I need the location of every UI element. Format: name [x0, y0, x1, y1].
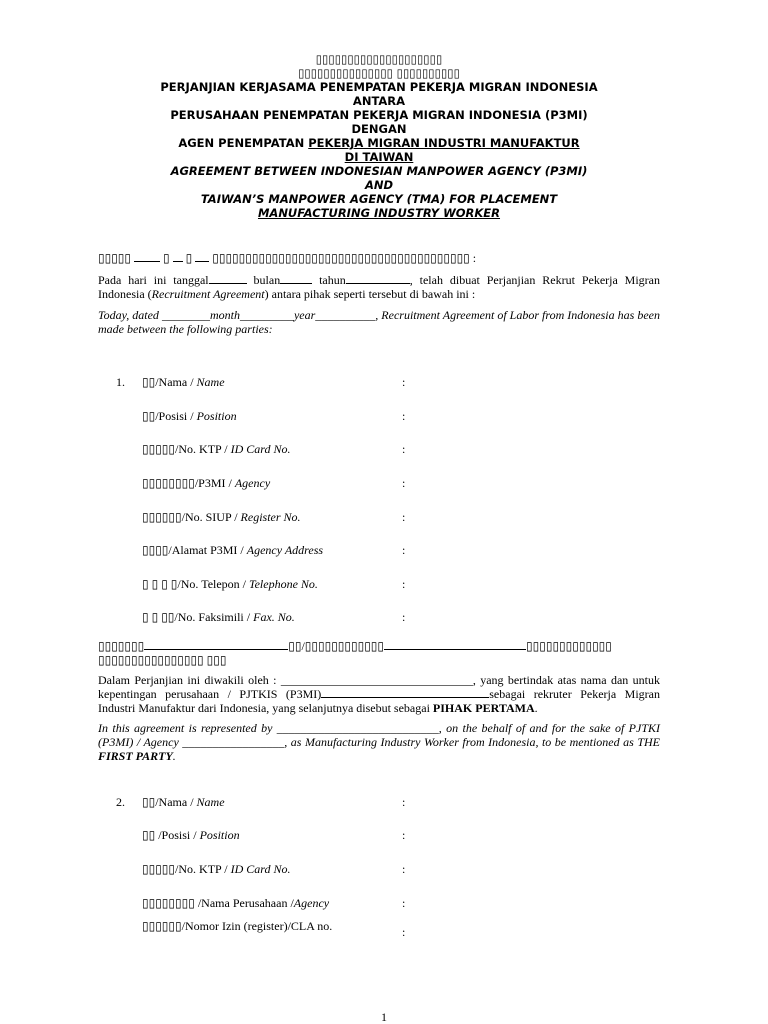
rep-id-1: Dalam Perjanjian ini diwakili oleh : ________________________________, yang bertindak atas nama dan untuk kepentingan perusahaan / PJTKIS (P3MI)	[98, 673, 660, 701]
header-title-line-10: MANUFACTURING INDUSTRY WORKER	[257, 206, 501, 220]
party-2-number: 2.	[116, 795, 125, 809]
rep-en-end: .	[172, 749, 176, 763]
field-cjk: ▯▯▯▯▯▯▯▯	[142, 896, 195, 910]
rep-id-bold: PIHAK PERTAMA	[432, 701, 535, 715]
field-cjk: ▯▯▯▯	[142, 543, 169, 557]
date-id-text-6: ) antara pihak seperti tersebut di bawah ini :	[264, 287, 476, 301]
party-2-position-label	[142, 828, 240, 842]
party-2-position-colon: :	[402, 828, 406, 842]
field-label: /Nomor Izin (register)/CLA no.	[181, 919, 333, 933]
representation-cjk-line-2: ▯▯▯▯▯▯▯▯▯▯▯▯▯▯▯▯ ▯▯▯	[98, 653, 227, 667]
header-title-line-5	[98, 136, 660, 150]
field-cjk: ▯▯▯▯▯	[142, 862, 176, 876]
party-1-name-label	[142, 375, 225, 389]
date-id-text-5: Recruitment Agreement	[151, 287, 265, 301]
rep-en-bold: FIRST PARTY	[98, 749, 173, 763]
field-label-en: Name	[196, 375, 225, 389]
field-label: /Nama Perusahaan /	[194, 896, 294, 910]
field-label-en: ID Card No.	[230, 862, 291, 876]
page-number: 1	[381, 1010, 387, 1024]
field-label: /No. SIUP /	[181, 510, 241, 524]
rep-cjk-blank-1	[144, 639, 288, 650]
party-1-siup-colon: :	[402, 510, 406, 524]
party-2-register-colon: :	[402, 925, 406, 939]
header-title-line-3: PERUSAHAAN PENEMPATAN PEKERJA MIGRAN INDONESIA (P3MI)	[170, 108, 588, 122]
rep-cjk-1: ▯▯▯▯▯▯▯	[98, 639, 145, 653]
field-cjk: ▯▯▯▯▯▯▯▯	[142, 476, 195, 490]
party-1-number: 1.	[116, 375, 125, 389]
field-label: /No. Telepon /	[177, 577, 250, 591]
field-label-en: Position	[196, 409, 237, 423]
date-cjk-mid-1: ▯	[163, 251, 170, 265]
party-1-ktp-label	[142, 442, 291, 456]
field-label: /Posisi /	[155, 409, 197, 423]
date-cjk-mid-2: ▯	[185, 251, 193, 265]
date-paragraph-id	[98, 273, 660, 301]
party-2-name-colon: :	[402, 795, 406, 809]
bulan-blank	[280, 273, 312, 284]
date-cjk-suffix: ▯▯▯▯▯▯▯▯▯▯▯▯▯▯▯▯▯▯▯▯▯▯▯▯▯▯▯▯▯▯▯▯▯▯▯▯▯▯▯ :	[212, 251, 477, 265]
header-line-5-prefix: AGEN PENEMPATAN	[178, 136, 309, 150]
field-label-en: Agency	[234, 476, 271, 490]
field-cjk: ▯▯	[142, 795, 156, 809]
party-1-ktp-colon: :	[402, 442, 406, 456]
tanggal-blank	[209, 273, 247, 284]
field-label: /No. KTP /	[175, 862, 231, 876]
field-label-en: Agency Address	[246, 543, 324, 557]
party-2-company-label	[142, 896, 329, 910]
header-title-line-6: DI TAIWAN	[344, 150, 414, 164]
representation-paragraph-en	[98, 721, 660, 763]
field-label-en: Agency	[293, 896, 330, 910]
header-title-line-1: PERJANJIAN KERJASAMA PENEMPATAN PEKERJA MIGRAN INDONESIA	[160, 80, 598, 94]
date-month-blank	[173, 251, 183, 262]
field-cjk: ▯▯	[142, 828, 156, 842]
field-label-en: Fax. No.	[253, 610, 295, 624]
date-paragraph-en: Today, dated ________month_________year__________, Recruitment Agreement of Labor from Indonesia has been made between the following parties:	[98, 308, 660, 336]
header-title-line-9: TAIWAN’S MANPOWER AGENCY (TMA) FOR PLACEMENT	[200, 192, 558, 206]
date-cjk-prefix: ▯▯▯▯▯	[98, 251, 132, 265]
party-1-phone-label	[142, 577, 318, 591]
field-cjk: ▯▯▯▯▯	[142, 442, 176, 456]
party-2-ktp-label	[142, 862, 291, 876]
field-label: /No. Faksimili /	[174, 610, 254, 624]
header-title-line-7: AGREEMENT BETWEEN INDONESIAN MANPOWER AGENCY (P3MI)	[170, 164, 588, 178]
party-1-name-colon: :	[402, 375, 406, 389]
rep-id-end: .	[534, 701, 538, 715]
field-label: /Nama /	[155, 375, 197, 389]
field-label: /Posisi /	[155, 828, 200, 842]
party-1-address-colon: :	[402, 543, 406, 557]
party-1-fax-colon: :	[402, 610, 406, 624]
party-1-phone-colon: :	[402, 577, 406, 591]
party-2-ktp-colon: :	[402, 862, 406, 876]
rep-cjk-3: ▯▯▯▯▯▯▯▯▯▯▯▯▯	[526, 639, 612, 653]
field-label-en: Telephone No.	[249, 577, 318, 591]
party-2-register-label	[142, 919, 332, 933]
field-label-en: Register No.	[240, 510, 301, 524]
rep-id-blank	[321, 687, 489, 698]
header-title-line-2: ANTARA	[352, 94, 406, 108]
field-cjk: ▯▯▯▯▯▯	[142, 919, 182, 933]
party-1-fax-label	[142, 610, 295, 624]
party-1-address-label	[142, 543, 323, 557]
header-line-5-underlined: PEKERJA MIGRAN INDUSTRI MANUFAKTUR	[308, 136, 580, 150]
party-1-agency-label	[142, 476, 270, 490]
rep-en-1: In this agreement is represented by ___________________________, on the behalf of and for the sake of PJTKI (P3MI) / Agency _________________, as Manufacturing Industry Worker from Indonesia, to be mentioned as THE	[98, 721, 660, 749]
rep-cjk-blank-2	[384, 639, 526, 650]
date-id-text-1: Pada hari ini tanggal	[98, 273, 209, 287]
field-cjk: ▯▯	[142, 409, 156, 423]
date-id-text-4: , telah dibuat Perjanjian Rekrut Pekerja Migran Indonesia (	[98, 273, 661, 301]
date-id-text-3: tahun	[319, 273, 346, 287]
field-label: /No. KTP /	[175, 442, 231, 456]
header-cjk-line-1: ▯▯▯▯▯▯▯▯▯▯▯▯▯▯▯▯▯▯▯▯	[315, 52, 443, 66]
field-cjk: ▯▯	[142, 375, 156, 389]
field-cjk: ▯ ▯ ▯ ▯	[142, 577, 178, 591]
rep-cjk-2: ▯▯/▯▯▯▯▯▯▯▯▯▯▯▯	[288, 639, 385, 653]
field-label: /P3MI /	[194, 476, 235, 490]
field-label-en: ID Card No.	[230, 442, 291, 456]
header-title-line-4: DENGAN	[351, 122, 407, 136]
field-cjk: ▯▯▯▯▯▯	[142, 510, 182, 524]
representation-paragraph-id	[98, 673, 660, 715]
party-1-siup-label	[142, 510, 301, 524]
tahun-blank	[346, 273, 410, 284]
field-label: /Nama /	[155, 795, 197, 809]
header-title-line-8: AND	[364, 178, 394, 192]
representation-cjk-line-1	[98, 639, 660, 653]
field-label-en: Position	[199, 828, 240, 842]
field-label: /Alamat P3MI /	[168, 543, 247, 557]
date-year-blank	[134, 251, 160, 262]
field-label-en: Name	[196, 795, 225, 809]
header-cjk-line-2: ▯▯▯▯▯▯▯▯▯▯▯▯▯▯▯ ▯▯▯▯▯▯▯▯▯▯	[298, 66, 460, 80]
party-1-position-colon: :	[402, 409, 406, 423]
party-1-position-label	[142, 409, 237, 423]
date-line-cjk	[98, 251, 660, 265]
party-2-company-colon: :	[402, 896, 406, 910]
date-day-blank	[195, 251, 209, 262]
field-cjk: ▯ ▯ ▯▯	[142, 610, 175, 624]
party-1-agency-colon: :	[402, 476, 406, 490]
party-2-name-label	[142, 795, 225, 809]
date-id-text-2: bulan	[253, 273, 281, 287]
rep-id-2: sebagai rekruter Pekerja Migran Industri Manufaktur dari Indonesia, yang selanjutnya disebut sebagai	[98, 687, 661, 715]
